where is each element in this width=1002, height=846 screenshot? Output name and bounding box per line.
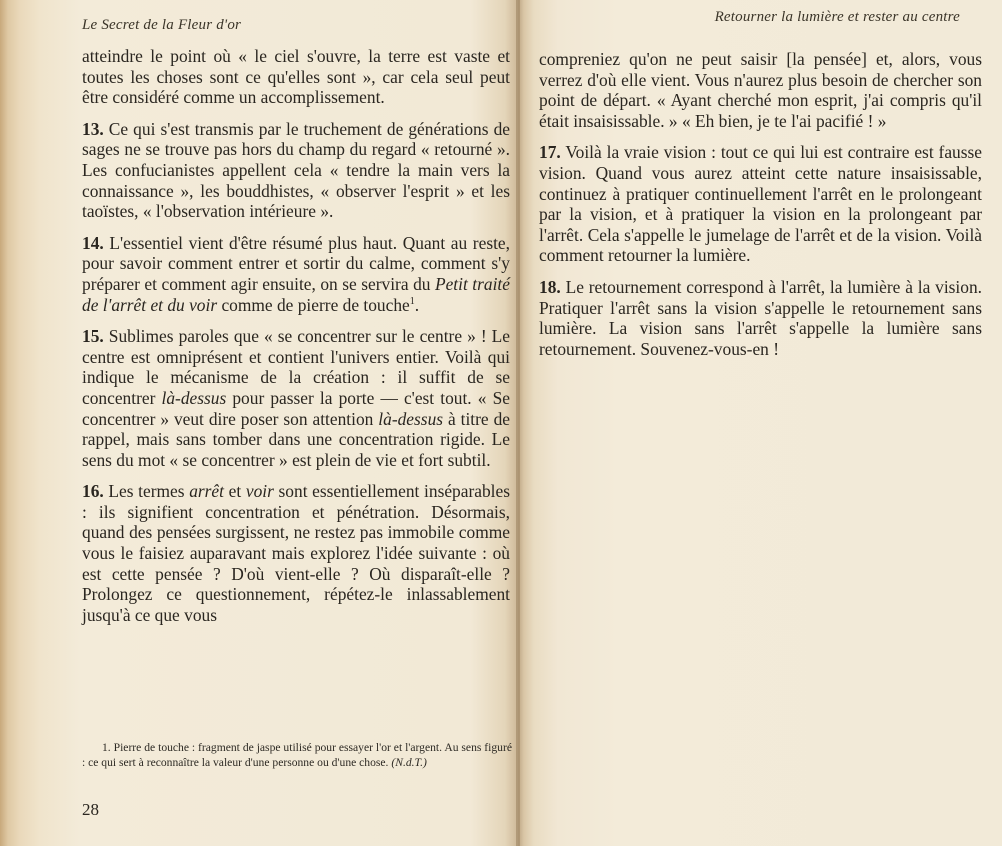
left-running-head: Le Secret de la Fleur d'or xyxy=(82,17,242,33)
right-page-body xyxy=(539,49,982,359)
paragraph-number: 18. xyxy=(539,276,561,297)
emphasis: là-dessus xyxy=(378,408,444,429)
emphasis: là-dessus xyxy=(161,387,227,408)
paragraph-number: 14. xyxy=(82,232,104,253)
paragraph-text: L'essentiel vient d'être résumé plus haut. Quant au reste, pour savoir comment entrer et sortir du calme, comment s'y préparer et comment agir ensuite, on se servira du xyxy=(82,232,510,294)
footnote-text: Pierre de touche : fragment de jaspe utilisé pour essayer l'or et l'argent. Au sens figuré : ce qui sert à reconnaître la valeur d'une personne ou d'une chose. xyxy=(82,741,512,769)
paragraph-text: Les termes xyxy=(103,481,190,502)
footnote-reference: 1 xyxy=(409,295,415,307)
paragraph-continuation xyxy=(539,49,982,131)
left-page-body xyxy=(82,46,510,625)
paragraph-text: comme de pierre de touche xyxy=(217,294,410,315)
paragraph-text: . xyxy=(414,294,420,315)
paragraph-18 xyxy=(539,277,982,359)
paragraph-17 xyxy=(539,142,982,266)
paragraph-text: Ce qui s'est transmis par le truchement de générations de sages ne se trouve pas hors du champ du regard « retourné ». Les confucianistes appellent cela « tendre la main vers la connaissance », les bouddhistes, « observer l'esprit » et les taoïstes, « l'observation intérieure ». xyxy=(82,118,510,222)
book-gutter xyxy=(516,0,520,846)
book-title: Petit traité de l'arrêt et du voir xyxy=(82,273,510,315)
page-number: 28 xyxy=(82,800,99,819)
paragraph-continuation xyxy=(82,46,510,108)
paragraph-text: Le retournement correspond à l'arrêt, la lumière à la vision. Pratiquer l'arrêt sans la vision s'appelle le retournement sans lumière. La vision sans l'arrêt s'appelle la lumière sans retournement. Souvenez-vous-en ! xyxy=(539,276,982,359)
paragraph-number: 17. xyxy=(539,142,561,163)
paragraph-14 xyxy=(82,233,510,315)
paragraph-text: Voilà la vraie vision : tout ce qui lui est contraire est fausse vision. Quand vous aurez atteint cette nature insaisissable, continuez à pratiquer continuellement l'arrêt en le prolongeant par la vision, et à pratiquer la vision en la prolongeant par l'arrêt. Cela s'appelle le jumelage de l'arrêt et de la vision. Voilà comment retourner la lumière. xyxy=(539,142,982,266)
paragraph-text: atteindre le point où « le ciel s'ouvre, la terre est vaste et toutes les choses sont ce qu'elles sont », car cela seul peut être considéré comme un accomplissement. xyxy=(82,46,510,108)
emphasis: arrêt xyxy=(189,481,224,502)
right-page xyxy=(518,0,1002,846)
paragraph-number: 13. xyxy=(82,118,104,139)
paragraph-15 xyxy=(82,326,510,470)
paragraph-text: pour passer la porte — c'est tout. « Se concentrer » veut dire poser son attention xyxy=(82,387,510,429)
paragraph-16 xyxy=(82,481,510,625)
paragraph-text: sont essentiellement inséparables : ils signifient concentration et pénétration. Désormais, quand des pensées surgissent, ne restez pas immobile comme vous le faisiez auparavant mais explorez l'idée suivante : où est cette pensée ? D'où vient-elle ? Où disparaît-elle ? Prolongez ce questionnement, répétez-le inlassablement jusqu'à ce que vous xyxy=(82,481,510,625)
paragraph-text: Sublimes paroles que « se concentrer sur le centre » ! Le centre est omniprésent et contient l'univers entier. Voilà qui indique le mécanisme de la création : il suffit de se concentrer xyxy=(82,326,510,408)
paragraph-number: 15. xyxy=(82,326,104,347)
emphasis: voir xyxy=(245,481,274,502)
paragraph-text: et xyxy=(223,481,246,502)
paragraph-number: 16. xyxy=(82,481,104,502)
paragraph-text: compreniez qu'on ne peut saisir [la pensée] et, alors, vous verrez d'où elle vient. Vous n'aurez plus besoin de chercher son point de départ. « Ayant cherché mon esprit, j'ai compris qu'il était insaisissable. » « Eh bien, je te l'ai pacifié ! » xyxy=(539,49,982,131)
paragraph-text: à titre de rappel, mais sans tomber dans une concentration rigide. Le sens du mot « se concentrer » est plein de vie et fort subtil. xyxy=(82,408,510,470)
translator-note: (N.d.T.) xyxy=(391,756,427,769)
paragraph-13 xyxy=(82,119,510,222)
footnote xyxy=(82,740,512,770)
footnote-marker: 1. xyxy=(102,741,111,754)
right-running-head: Retourner la lumière et rester au centre xyxy=(714,9,960,25)
